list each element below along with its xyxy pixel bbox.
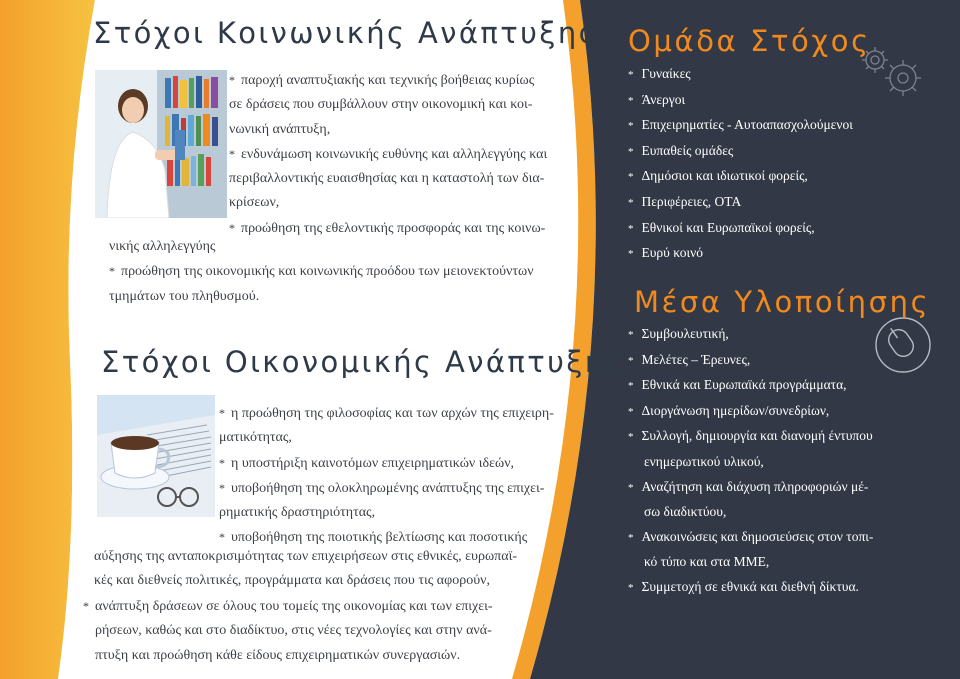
economic-goals-text-block-2 [94,545,574,594]
economic-goals-text-block-1 [219,401,589,551]
list-item: * Διοργάνωση ημερίδων/συνεδρίων, [628,402,830,418]
list-item: * Μελέτες – Έρευνες, [628,351,751,367]
list-item-cont: ρηματικής δραστηριότητας, [219,505,376,521]
list-item-cont: κό τύπο και στα ΜΜΕ, [644,554,770,570]
list-item-cont: πτυξη και προώθηση κάθε είδους επιχειρηματικών συνεργασιών. [95,647,461,663]
list-item: * Ευρύ κοινό [628,245,703,261]
list-item: * παροχή αναπτυξιακής και τεχνικής βοήθειας κυρίως [229,73,535,88]
list-item-cont: νικής αλληλεγγύης [109,239,216,254]
list-item: * Γυναίκες [628,66,691,81]
list-item: * Επιχειρηματίες - Αυτοαπασχολούμενοι [628,117,853,133]
list-item-cont: σε δράσεις που συμβάλλουν στην οικονομική και κοι- [229,97,533,113]
list-item: * Άνεργοι [628,91,686,107]
implementation-means-title: Μέσα Υλοποίησης [634,285,931,319]
list-item: * Συλλογή, δημιουργία και διανομή έντυπου [628,428,873,444]
list-item-cont: σω διαδικτύου, [644,504,727,520]
list-item: * υποβοήθηση της ποιοτικής βελτίωσης και ποσοτικής [219,530,528,546]
woman-bookshelf-photo [95,70,227,218]
target-group-title: Ομάδα Στόχος [628,24,871,58]
mouse-target-icon [873,315,933,375]
list-item: * Δημόσιοι και ιδιωτικοί φορείς, [628,168,808,184]
list-item: * υποβοήθηση της ολοκληρωμένης ανάπτυξης της επιχει- [219,480,545,496]
list-item-cont: ενημερωτικού υλικού, [644,453,764,469]
list-item: * η υποστήριξη καινοτόμων επιχειρηματικών ιδεών, [219,455,515,471]
social-goals-text-block-1 [229,68,579,241]
target-group-list [628,62,853,267]
coffee-newspaper-photo [97,395,215,517]
list-item-cont: ματικότητας, [219,430,292,446]
social-goals-title: Στόχοι Κοινωνικής Ανάπτυξης [93,16,599,50]
list-item-cont: περιβαλλοντικής ευαισθησίας και η καταστολή των δια- [229,171,545,187]
list-item-cont: τμημάτων του πληθυσμού. [109,288,260,304]
list-item: * Συμμετοχή σε εθνικά και διεθνή δίκτυα. [628,578,859,594]
economic-goals-text-block-3 [83,594,563,668]
list-item: * Εθνικά και Ευρωπαϊκά προγράμματα, [628,377,847,393]
economic-goals-title: Στόχοι Οικονομικής Ανάπτυξης [101,345,626,379]
list-item: * Ευπαθείς ομάδες [628,142,734,158]
list-item: * Εθνικοί και Ευρωπαϊκοί φορείς, [628,219,815,235]
social-goals-text-block-2 [109,235,599,309]
list-item-cont: αύξησης της ανταποκρισιμότητας των επιχειρήσεων στις εθνικές, ευρωπαϊ- [94,549,518,564]
implementation-means-list [628,322,873,601]
list-item: * ενδυνάμωση κοινωνικής ευθύνης και αλληλεγγύης και [229,146,548,162]
list-item-cont: κές και διεθνείς πολιτικές, προγράμματα και δράσεις που τις αφορούν, [94,573,490,589]
list-item-cont: νωνική ανάπτυξη, [229,121,331,137]
list-item: * ανάπτυξη δράσεων σε όλους του τομείς της οικονομίας και των επιχει- [83,599,493,614]
list-item: * Αναζήτηση και διάχυση πληροφοριών μέ- [628,478,869,494]
list-item-cont: κρίσεων, [229,195,280,211]
list-item: * η προώθηση της φιλοσοφίας και των αρχών της επιχειρη- [219,406,554,421]
list-item: * Ανακοινώσεις και δημοσιεύσεις στον τοπι- [628,528,874,544]
list-item: * Συμβουλευτική, [628,326,729,341]
list-item: * προώθηση της οικονομικής και κοινωνικής προόδου των μειονεκτούντων [109,264,534,280]
list-item: * προώθηση της εθελοντικής προσφοράς και της κοινω- [229,220,546,236]
list-item-cont: ρήσεων, καθώς και στο διαδίκτυο, στις νέες τεχνολογίες και στην ανά- [95,623,492,639]
list-item: * Περιφέρειες, ΟΤΑ [628,193,742,209]
